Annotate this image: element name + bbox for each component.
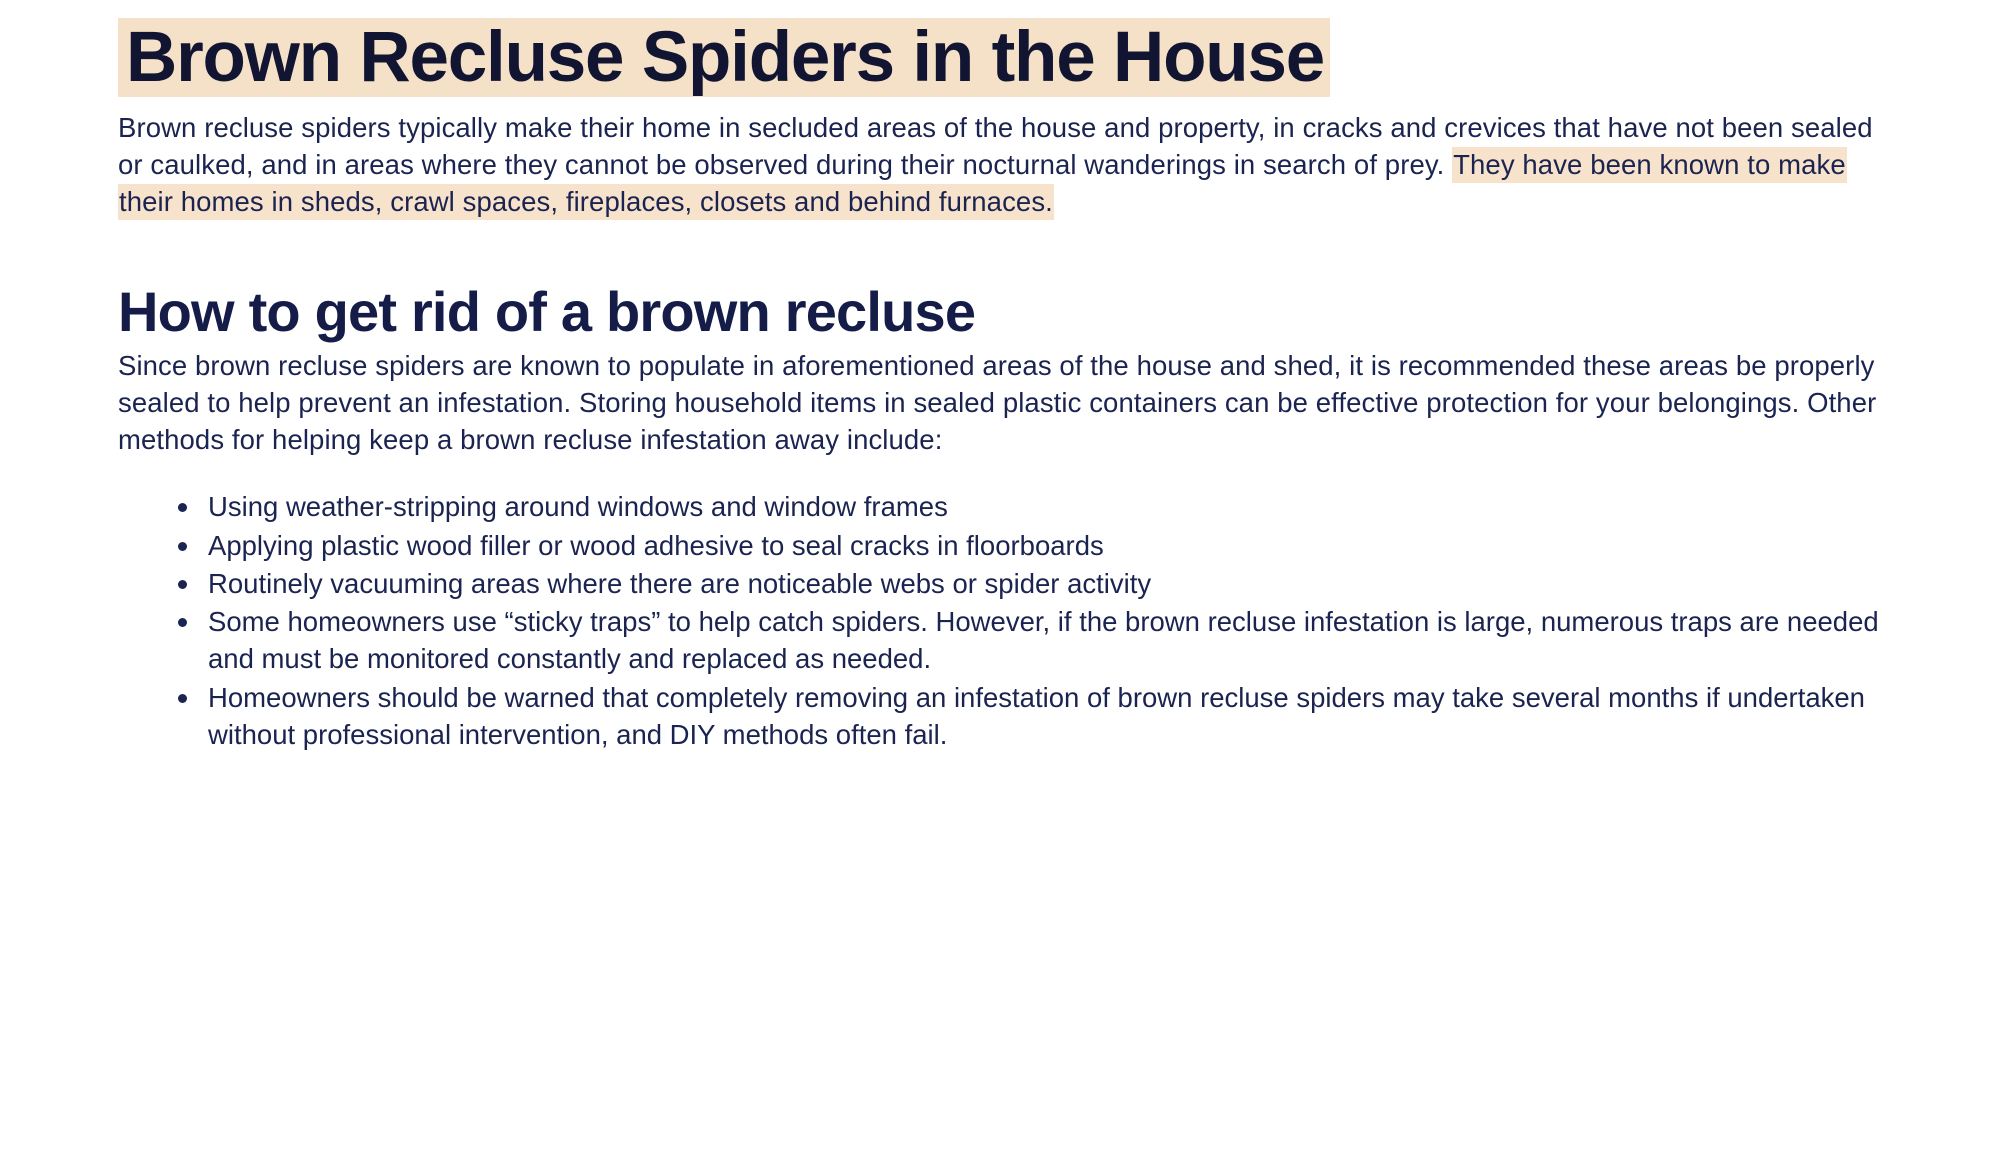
page-title-text: Brown Recluse Spiders in the House [118, 18, 1330, 97]
section-heading: How to get rid of a brown recluse [118, 279, 976, 343]
intro-plain-text: Brown recluse spiders typically make their home in secluded areas of the house and property, in cracks and crevices that have not been sealed or caulked, and in areas where they cannot be observed during their nocturnal wanderings in search of prey. [118, 111, 1873, 181]
list-item: Homeowners should be warned that completely removing an infestation of brown recluse spiders may take several months if undertaken without professional intervention, and DIY methods often fail. [178, 679, 1890, 754]
list-item: Routinely vacuuming areas where there are noticeable webs or spider activity [178, 565, 1890, 602]
intro-highlighted-text: They have been known to make their homes in sheds, crawl spaces, fireplaces, closets and behind furnaces. [118, 147, 1847, 220]
intro-paragraph [118, 109, 1890, 221]
tips-list [118, 488, 1890, 753]
list-item: Using weather-stripping around windows and window frames [178, 488, 1890, 525]
section-paragraph: Since brown recluse spiders are known to populate in aforementioned areas of the house and shed, it is recommended these areas be properly sealed to help prevent an infestation. Storing household items in sealed plastic containers can be effective protection for your belongings. Other methods for helping keep a brown recluse infestation away include: [118, 349, 1877, 456]
list-item: Some homeowners use “sticky traps” to help catch spiders. However, if the brown recluse infestation is large, numerous traps are needed and must be monitored constantly and replaced as needed. [178, 603, 1890, 678]
page-title [118, 0, 1890, 109]
list-item: Applying plastic wood filler or wood adhesive to seal cracks in floorboards [178, 527, 1890, 564]
